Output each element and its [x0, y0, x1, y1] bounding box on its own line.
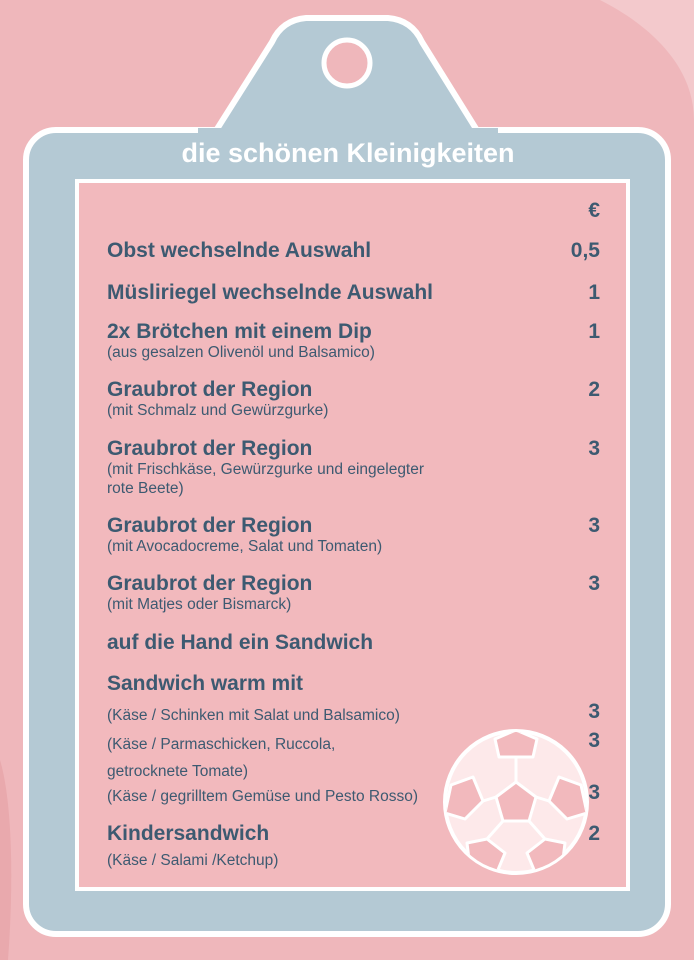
item-name: Graubrot der Region — [107, 378, 313, 401]
item-price: 2 — [588, 822, 600, 845]
soccer-ball-icon — [441, 727, 591, 877]
option-price: 3 — [588, 700, 600, 723]
menu-item — [107, 514, 600, 556]
item-name: Kindersandwich — [107, 822, 270, 845]
item-name: Sandwich warm mit — [107, 672, 304, 695]
item-price: 1 — [588, 320, 600, 343]
sandwich-option — [107, 700, 600, 725]
item-name: Graubrot der Region — [107, 572, 313, 595]
item-description-line2: rote Beete) — [107, 480, 184, 497]
item-description: (mit Avocadocreme, Salat und Tomaten) — [107, 538, 383, 555]
menu-title: die schönen Kleinigkeiten — [181, 138, 515, 168]
option-price: 3 — [588, 729, 600, 752]
item-description: (mit Schmalz und Gewürzgurke) — [107, 402, 329, 419]
item-price: 3 — [588, 514, 600, 537]
item-price: 0,5 — [570, 239, 600, 262]
menu-item — [107, 378, 600, 420]
option-text: (Käse / gegrilltem Gemüse und Pesto Rosso) — [107, 788, 418, 805]
item-name: Obst wechselnde Auswahl — [107, 239, 372, 262]
menu-item — [107, 281, 600, 304]
menu-item — [107, 320, 600, 362]
item-price: 3 — [588, 437, 600, 460]
item-price: 1 — [588, 281, 600, 304]
clipboard-hole — [324, 40, 370, 86]
menu-item — [107, 239, 600, 262]
menu-item — [107, 672, 600, 695]
item-name: Graubrot der Region — [107, 514, 313, 537]
currency-label: € — [588, 199, 600, 222]
option-text-line2: getrocknete Tomate) — [107, 763, 249, 780]
item-price: 2 — [588, 378, 600, 401]
section-heading — [107, 631, 600, 654]
item-name: Graubrot der Region — [107, 437, 313, 460]
option-text: (Käse / Parmaschicken, Ruccola, — [107, 736, 336, 753]
option-price: 3 — [588, 781, 600, 804]
sandwich-heading: auf die Hand ein Sandwich — [107, 631, 374, 654]
item-price: 3 — [588, 572, 600, 595]
item-description: (Käse / Salami /Ketchup) — [107, 852, 279, 869]
item-description: (mit Matjes oder Bismarck) — [107, 596, 292, 613]
menu-item — [107, 437, 600, 498]
item-name: Müsliriegel wechselnde Auswahl — [107, 281, 433, 304]
item-description: (aus gesalzen Olivenöl und Balsamico) — [107, 344, 375, 361]
menu-item — [107, 572, 600, 614]
item-description: (mit Frischkäse, Gewürzgurke und eingelegter — [107, 461, 425, 478]
option-text: (Käse / Schinken mit Salat und Balsamico) — [107, 707, 400, 724]
item-name: 2x Brötchen mit einem Dip — [107, 320, 372, 343]
